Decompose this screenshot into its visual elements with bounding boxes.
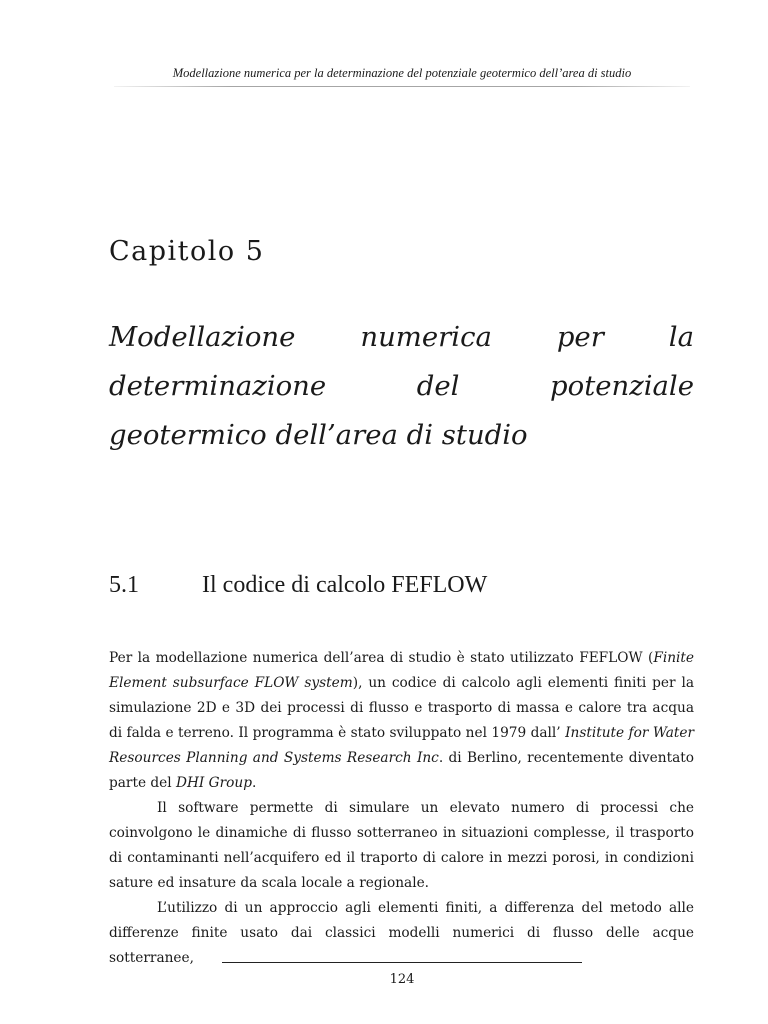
paragraph-1-italic-institute: Institute for Water Resources Planning and Systems Research Inc	[109, 725, 695, 766]
section-number: 5.1	[109, 572, 139, 598]
footer-divider	[222, 962, 582, 963]
paragraph-1-text-c: . di Berlino, recentemente diventato parte del	[109, 750, 694, 791]
paragraph-1-text-a: Per la modellazione numerica dell’area di studio è stato utilizzato FEFLOW (	[109, 650, 654, 666]
body-text	[109, 646, 694, 971]
header-divider	[114, 86, 690, 87]
paragraph-2: Il software permette di simulare un elevato numero di processi che coinvolgono le dinamiche di flusso sotterraneo in situazioni complesse, il trasporto di contaminanti nell’acquifero ed il traporto di calore in mezzi porosi, in condizioni sature ed insature da scala locale a regionale.	[109, 800, 694, 891]
page-number: 124	[389, 972, 415, 987]
paragraph-1-text-b: ), un codice di calcolo agli elementi finiti per la simulazione 2D e 3D dei processi di flusso e trasporto di massa e calore tra acqua di falda e terreno. Il programma è stato sviluppato nel 1979 dall’	[109, 675, 694, 741]
section-title: Il codice di calcolo FEFLOW	[202, 572, 488, 598]
chapter-label: Capitolo 5	[109, 236, 265, 267]
paragraph-1-italic-dhi: DHI Group	[176, 775, 252, 791]
chapter-title: Modellazione numerica per la determinazione del potenziale geotermico dell’area di studio	[109, 321, 694, 451]
running-header: Modellazione numerica per la determinazione del potenziale geotermico dell’area di studio	[172, 66, 632, 80]
paragraph-1-italic-feflow: Finite Element subsurface FLOW system	[109, 650, 694, 691]
paragraph-3: L’utilizzo di un approccio agli elementi finiti, a differenza del metodo alle differenze finite usato dai classici modelli numerici di flusso delle acque sotterranee,	[109, 900, 694, 966]
paragraph-1	[109, 646, 694, 796]
paragraph-1-text-d: .	[251, 775, 257, 791]
